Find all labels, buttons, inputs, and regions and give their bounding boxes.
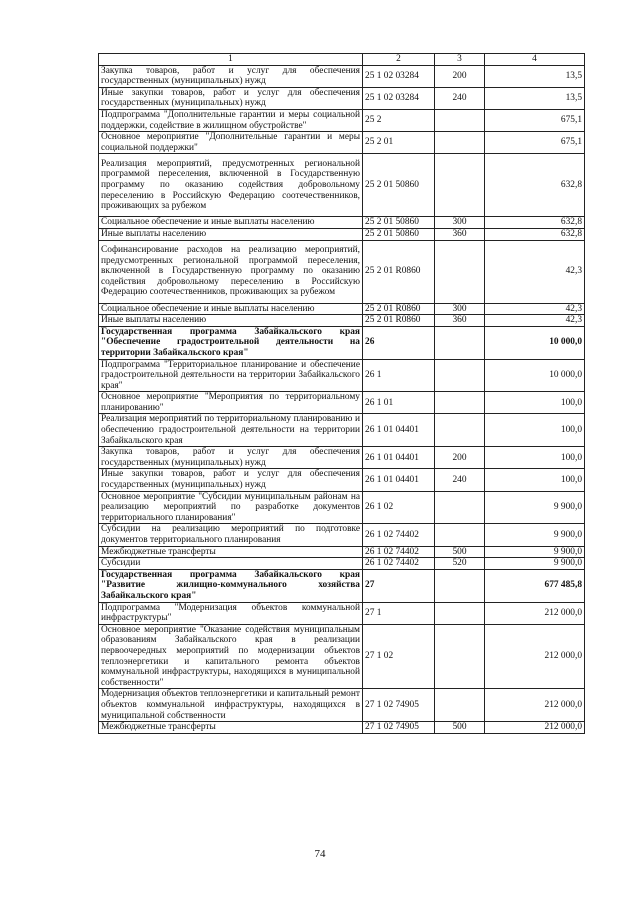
row-sum-cell: 9 900,0 <box>485 524 585 546</box>
row-type-cell: 360 <box>435 228 485 240</box>
row-type-cell: 500 <box>435 546 485 558</box>
header-col-4: 4 <box>485 54 585 66</box>
header-col-2: 2 <box>363 54 435 66</box>
table-row <box>99 602 585 624</box>
row-sum-cell: 100,0 <box>485 392 585 414</box>
row-type-cell <box>435 602 485 624</box>
row-name-cell: Реализация мероприятий по территориальному планированию и обеспечению градостроительной деятельности на территории Забайкальского края <box>99 414 363 447</box>
row-code-cell: 26 1 02 74402 <box>363 558 435 570</box>
row-type-cell: 200 <box>435 65 485 87</box>
table-row <box>99 491 585 524</box>
row-code-cell: 25 2 01 R0860 <box>363 240 435 303</box>
budget-table-body <box>99 54 585 734</box>
row-type-cell: 300 <box>435 303 485 315</box>
row-type-cell <box>435 569 485 602</box>
row-type-cell <box>435 392 485 414</box>
row-name-cell: Субсидии <box>99 558 363 570</box>
budget-table <box>98 53 585 734</box>
row-type-cell <box>435 109 485 131</box>
table-row <box>99 240 585 303</box>
row-name-cell: Модернизация объектов теплоэнергетики и капитальный ремонт объектов коммунальной инфраструктуры, находящихся в муниципальной собственности <box>99 689 363 722</box>
table-row <box>99 722 585 734</box>
row-code-cell: 27 <box>363 569 435 602</box>
row-sum-cell: 13,5 <box>485 87 585 109</box>
row-type-cell <box>435 524 485 546</box>
table-row <box>99 569 585 602</box>
row-name-cell: Социальное обеспечение и иные выплаты населению <box>99 217 363 229</box>
row-code-cell: 27 1 <box>363 602 435 624</box>
row-name-cell: Основное мероприятие "Оказание содействия муниципальным образованиям Забайкальского края в реализации первоочередных мероприятий по модернизации объектов теплоэнергетики и капитального ремонта объектов коммунальной инфраструктуры, находящихся в муниципальной собственности" <box>99 624 363 689</box>
row-sum-cell: 100,0 <box>485 469 585 491</box>
row-type-cell: 500 <box>435 722 485 734</box>
row-code-cell: 26 <box>363 326 435 359</box>
row-type-cell <box>435 414 485 447</box>
row-code-cell: 26 1 01 04401 <box>363 447 435 469</box>
row-sum-cell: 13,5 <box>485 65 585 87</box>
row-name-cell: Закупка товаров, работ и услуг для обеспечения государственных (муниципальных) нужд <box>99 447 363 469</box>
row-type-cell: 200 <box>435 447 485 469</box>
table-row <box>99 524 585 546</box>
row-sum-cell: 675,1 <box>485 132 585 154</box>
row-type-cell: 360 <box>435 315 485 327</box>
row-code-cell: 26 1 01 <box>363 392 435 414</box>
row-name-cell: Иные закупки товаров, работ и услуг для обеспечения государственных (муниципальных) нужд <box>99 469 363 491</box>
table-row <box>99 359 585 392</box>
table-row <box>99 414 585 447</box>
row-name-cell: Подпрограмма "Модернизация объектов коммунальной инфраструктуры" <box>99 602 363 624</box>
row-sum-cell: 632,8 <box>485 154 585 217</box>
row-name-cell: Основное мероприятие "Дополнительные гарантии и меры социальной поддержки" <box>99 132 363 154</box>
table-row <box>99 217 585 229</box>
row-name-cell: Иные закупки товаров, работ и услуг для обеспечения государственных (муниципальных) нужд <box>99 87 363 109</box>
row-sum-cell: 675,1 <box>485 109 585 131</box>
table-row <box>99 87 585 109</box>
table-row <box>99 154 585 217</box>
row-sum-cell: 42,3 <box>485 303 585 315</box>
row-sum-cell: 10 000,0 <box>485 326 585 359</box>
row-sum-cell: 212 000,0 <box>485 624 585 689</box>
row-code-cell: 25 2 01 R0860 <box>363 315 435 327</box>
table-row <box>99 315 585 327</box>
table-row <box>99 65 585 87</box>
row-name-cell: Подпрограмма "Территориальное планирование и обеспечение градостроительной деятельности на территории Забайкальского края" <box>99 359 363 392</box>
row-type-cell <box>435 132 485 154</box>
row-code-cell: 26 1 02 <box>363 491 435 524</box>
row-sum-cell: 632,8 <box>485 228 585 240</box>
row-code-cell: 26 1 <box>363 359 435 392</box>
row-type-cell <box>435 491 485 524</box>
row-type-cell <box>435 154 485 217</box>
row-code-cell: 25 2 01 50860 <box>363 154 435 217</box>
row-code-cell: 25 2 01 50860 <box>363 228 435 240</box>
row-code-cell: 27 1 02 74905 <box>363 722 435 734</box>
row-sum-cell: 9 900,0 <box>485 558 585 570</box>
row-code-cell: 25 1 02 03284 <box>363 87 435 109</box>
table-row <box>99 689 585 722</box>
row-code-cell: 25 2 01 R0860 <box>363 303 435 315</box>
header-col-3: 3 <box>435 54 485 66</box>
table-header-row <box>99 54 585 66</box>
row-name-cell: Подпрограмма "Дополнительные гарантии и меры социальной поддержки, содействие в жилищном обустройстве" <box>99 109 363 131</box>
table-row <box>99 109 585 131</box>
table-row <box>99 624 585 689</box>
row-sum-cell: 212 000,0 <box>485 602 585 624</box>
row-sum-cell: 100,0 <box>485 414 585 447</box>
row-sum-cell: 42,3 <box>485 240 585 303</box>
header-col-1: 1 <box>99 54 363 66</box>
row-sum-cell: 100,0 <box>485 447 585 469</box>
row-type-cell: 520 <box>435 558 485 570</box>
row-name-cell: Реализация мероприятий, предусмотренных региональной программой переселения, включенной в Государственную программу по оказанию содействия добровольному переселению в Российскую Федерацию соотечественников, проживающих за рубежом <box>99 154 363 217</box>
row-code-cell: 26 1 01 04401 <box>363 414 435 447</box>
table-row <box>99 303 585 315</box>
row-name-cell: Субсидии на реализацию мероприятий по подготовке документов территориального планирования <box>99 524 363 546</box>
row-name-cell: Иные выплаты населению <box>99 315 363 327</box>
row-sum-cell: 212 000,0 <box>485 689 585 722</box>
row-name-cell: Софинансирование расходов на реализацию мероприятий, предусмотренных региональной программой переселения, включенной в Государственную программу по оказанию содействия добровольному переселению в Российскую Федерацию соотечественников, проживающих за рубежом <box>99 240 363 303</box>
table-row <box>99 228 585 240</box>
row-type-cell <box>435 624 485 689</box>
row-code-cell: 27 1 02 <box>363 624 435 689</box>
row-type-cell <box>435 689 485 722</box>
row-type-cell <box>435 326 485 359</box>
row-sum-cell: 42,3 <box>485 315 585 327</box>
row-sum-cell: 9 900,0 <box>485 491 585 524</box>
row-type-cell <box>435 359 485 392</box>
row-code-cell: 25 2 <box>363 109 435 131</box>
row-code-cell: 25 2 01 50860 <box>363 217 435 229</box>
table-row <box>99 132 585 154</box>
row-sum-cell: 9 900,0 <box>485 546 585 558</box>
table-row <box>99 546 585 558</box>
row-type-cell: 240 <box>435 469 485 491</box>
row-code-cell: 26 1 01 04401 <box>363 469 435 491</box>
row-sum-cell: 212 000,0 <box>485 722 585 734</box>
row-name-cell: Социальное обеспечение и иные выплаты населению <box>99 303 363 315</box>
row-code-cell: 25 1 02 03284 <box>363 65 435 87</box>
row-code-cell: 27 1 02 74905 <box>363 689 435 722</box>
row-sum-cell: 10 000,0 <box>485 359 585 392</box>
row-code-cell: 25 2 01 <box>363 132 435 154</box>
row-name-cell: Основное мероприятие "Мероприятия по территориальному планированию" <box>99 392 363 414</box>
row-code-cell: 26 1 02 74402 <box>363 546 435 558</box>
page-number: 74 <box>314 848 326 860</box>
table-row <box>99 469 585 491</box>
row-name-cell: Иные выплаты населению <box>99 228 363 240</box>
row-name-cell: Основное мероприятие "Субсидии муниципальным районам на реализацию мероприятий по разработке документов территориального планирования" <box>99 491 363 524</box>
row-name-cell: Межбюджетные трансферты <box>99 722 363 734</box>
row-type-cell: 300 <box>435 217 485 229</box>
row-name-cell: Межбюджетные трансферты <box>99 546 363 558</box>
row-name-cell: Закупка товаров, работ и услуг для обеспечения государственных (муниципальных) нужд <box>99 65 363 87</box>
row-type-cell <box>435 240 485 303</box>
row-type-cell: 240 <box>435 87 485 109</box>
table-row <box>99 326 585 359</box>
row-name-cell: Государственная программа Забайкальского края "Обеспечение градостроительной деятельности на территории Забайкальского края" <box>99 326 363 359</box>
table-row <box>99 558 585 570</box>
table-row <box>99 447 585 469</box>
row-sum-cell: 677 485,8 <box>485 569 585 602</box>
row-name-cell: Государственная программа Забайкальского края "Развитие жилищно-коммунального хозяйства Забайкальского края" <box>99 569 363 602</box>
row-sum-cell: 632,8 <box>485 217 585 229</box>
table-row <box>99 392 585 414</box>
row-code-cell: 26 1 02 74402 <box>363 524 435 546</box>
